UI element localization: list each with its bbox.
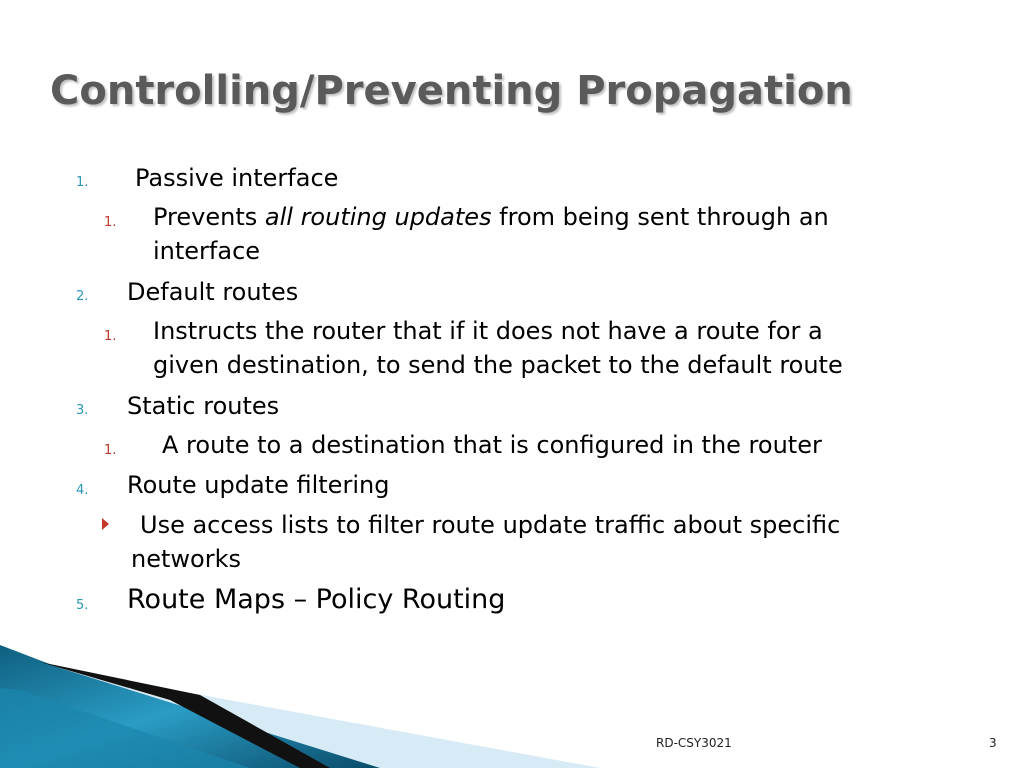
- footer-course-code: RD-CSY3021: [656, 736, 732, 750]
- item-4-label: Route update filtering: [127, 471, 390, 499]
- item-5-label: Route Maps – Policy Routing: [127, 584, 506, 615]
- item-1-sub-1-line2: interface: [153, 237, 261, 265]
- item-2-sub-1-line1: Instructs the router that if it does not have a route for a: [153, 317, 823, 345]
- item-3-sub-1-text: A route to a destination that is configured in the router: [162, 431, 822, 459]
- item-1-sub-1-text: [153, 200, 829, 268]
- item-3-label: Static routes: [127, 392, 280, 420]
- footer-page-number: 3: [989, 736, 997, 750]
- item-3-sub-1-number: 1.: [104, 443, 117, 458]
- item-1-label: Passive interface: [135, 164, 339, 192]
- item-2-number: 2.: [76, 289, 89, 304]
- item-4-sub-1-text: [131, 508, 840, 576]
- item-1-sub-1-text-before: Prevents: [153, 203, 265, 231]
- item-2-sub-1-number: 1.: [104, 329, 117, 344]
- item-1-sub-1-text-after: from being sent through an: [491, 203, 829, 231]
- item-1-sub-1-number: 1.: [104, 215, 117, 230]
- item-4-number: 4.: [76, 483, 89, 498]
- item-2-sub-1-line2: given destination, to send the packet to the default route: [153, 351, 843, 379]
- decorative-swoosh: [0, 620, 620, 768]
- item-4-sub-1-line1: Use access lists to filter route update traffic about specific: [140, 511, 841, 539]
- item-4-sub-1-line2: networks: [131, 545, 241, 573]
- item-2-label: Default routes: [127, 278, 299, 306]
- slide-title: Controlling/Preventing Propagation: [50, 68, 853, 114]
- item-2-sub-1-text: [153, 314, 843, 382]
- item-5-number: 5.: [76, 598, 89, 613]
- item-3-number: 3.: [76, 403, 89, 418]
- item-1-sub-1-italic: all routing updates: [264, 203, 492, 231]
- item-1-number: 1.: [76, 175, 89, 190]
- triangle-right-icon: [102, 518, 109, 530]
